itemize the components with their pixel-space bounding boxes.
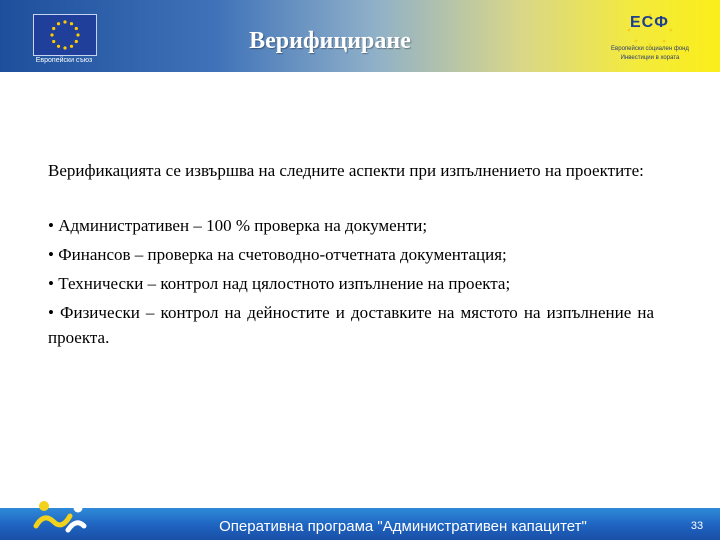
slide-header [0, 0, 720, 72]
slide-footer [0, 508, 720, 540]
esf-line-1: Европейски социален фонд [611, 46, 689, 52]
eu-logo-label: Европейски съюз [35, 57, 93, 64]
bullet-item: • Технически – контрол над цялостното изпълнение на проекта; [48, 274, 511, 293]
esf-mark: ЕСФ [630, 14, 669, 31]
esf-logo [600, 12, 700, 68]
eu-logo [28, 14, 100, 66]
program-logo-icon [32, 496, 92, 540]
page-title: Верифициране [249, 28, 411, 54]
intro-paragraph: Верификацията се извършва на следните аспекти при изпълнението на проектите: [48, 161, 644, 180]
esf-line-2: Инвестиции в хората [620, 55, 680, 61]
slide-body [48, 158, 654, 354]
bullet-item: • Физически – контрол на дейностите и доставките на мястото на изпълнение на проекта. [48, 303, 654, 347]
eu-stars-ring [34, 15, 96, 55]
bullet-item: • Финансов – проверка на счетоводно-отчетната документация; [48, 245, 507, 264]
bullet-item: • Административен – 100 % проверка на документи; [48, 216, 428, 235]
page-number: 33 [690, 520, 704, 532]
eu-flag-icon [33, 14, 97, 56]
program-name: Оперативна програма "Административен капацитет" [219, 518, 587, 535]
